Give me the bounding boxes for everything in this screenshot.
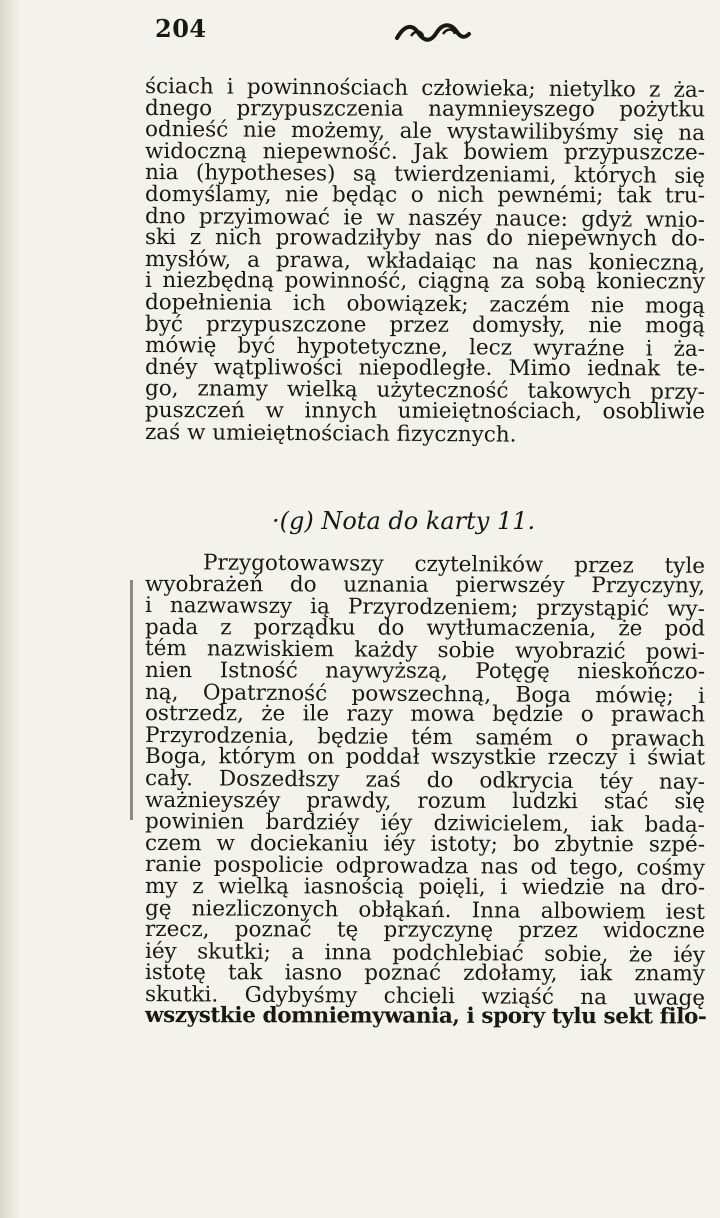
text-line: nia (hypotheses) są twierdzeniami, których się: [144, 160, 706, 190]
text-line: rzecz, poznać tę przyczynę przez widoczne: [144, 917, 706, 944]
swash-ornament-icon: [393, 20, 473, 46]
text-line: wszystkie domniemywania, i spory tylu sekt filo-: [144, 1003, 707, 1030]
text-line: domyślamy, nie będąc o nich pewnémi; tak tru-: [144, 181, 706, 209]
text-line: skutki. Gdybyśmy chcieli wziąść na uwagę: [144, 981, 706, 1011]
page-header: [155, 10, 695, 50]
text-line: tém nazwiskiem każdy sobie wyobrazić powi-: [144, 636, 706, 666]
text-line: istotę tak iasno poznać zdołamy, iak znamy: [144, 960, 706, 987]
text-line: ostrzedz, że ile razy mowa będzie o prawach: [144, 701, 706, 728]
text-line: być przypuszczone przez domysły, nie mogą: [144, 311, 706, 338]
text-line: puszczeń w innych umieiętnościach, osobliwie: [144, 397, 706, 425]
text-line: dnéy wątpliwości niepodległe. Mimo iednak te-: [144, 354, 706, 382]
text-line: mysłów, a prawa, wkładaiąc na nas konieczną,: [144, 246, 706, 276]
text-line: pada z porządku do wytłumaczenia, że pod: [144, 614, 706, 642]
text-line: go, znamy wielką użyteczność takowych przy-: [144, 376, 706, 406]
text-line: dnego przypuszczenia naymnieyszego pożytku: [144, 95, 706, 123]
note-heading: [272, 507, 535, 535]
text-line: powinien bardziéy iéy dziwicielem, iak bada-: [144, 809, 706, 839]
text-line: gę niezliczonych obłąkań. Inna albowiem iest: [144, 895, 706, 925]
note-marker: ·(g): [272, 507, 314, 535]
text-line: Boga, którym on poddał wszystkie rzeczy i świat: [144, 744, 706, 771]
paragraph-1: [144, 74, 706, 448]
text-line: my z wielką iasnością poięli, i wiedzie na dro-: [144, 873, 706, 901]
text-line: zaś w umieiętnościach fizycznych.: [144, 419, 517, 448]
text-line: iéy skutki; a inna podchlebiać sobie, że iéy: [144, 938, 706, 968]
text-line: Przyrodzenia, będzie tém samém o prawach: [144, 722, 706, 752]
text-line: Przygotowawszy czytelników przez tyle: [202, 550, 706, 579]
page-number: 204: [155, 14, 207, 43]
text-line: ski z nich prowadziłyby nas do niepewnych do-: [144, 225, 706, 252]
text-line: wyobrażeń do uznania pierwszéy Przyczyny,: [144, 571, 706, 599]
text-line: mówię być hypotetyczne, lecz wyraźne i ża-: [144, 333, 706, 363]
note-page-number: 11.: [497, 507, 536, 535]
text-line: odnieść nie możemy, ale wystawilibyśmy się na: [144, 117, 706, 147]
paragraph-2: [144, 550, 707, 1030]
margin-bracket: [130, 580, 145, 820]
text-line: nien Istność naywyższą, Potęgę nieskończo-: [144, 657, 706, 685]
text-line: ną, Opatrzność powszechną, Boga mówię; i: [144, 679, 706, 709]
text-line: cały. Doszedłszy zaś do odkrycia téy nay-: [144, 765, 706, 795]
text-line: ranie pospolicie odprowadza nas od tego, cośmy: [144, 852, 706, 882]
text-line: dopełnienia ich obowiązek; zaczém nie mogą: [144, 289, 706, 319]
text-line: ściach i powinnościach człowieka; nietylko z ża-: [144, 74, 706, 103]
text-line: i niezbędną powinność, ciągną za sobą konieczny: [144, 268, 706, 295]
text-line: dno przyimować ie w naszéy nauce: gdyż wnio-: [144, 203, 706, 233]
text-line: ważnieyszéy prawdy, rozum ludzki stać się: [144, 787, 706, 814]
page-gutter-shadow: [0, 0, 22, 1218]
text-line: i nazwawszy ią Przyrodzeniem; przystąpić wy-: [144, 593, 706, 623]
text-line: widoczną niepewność. Jak bowiem przypuszcze-: [144, 138, 706, 166]
note-title: Nota do karty: [321, 507, 490, 535]
text-line: czem w dociekaniu iéy istoty; bo zbytnie szpé-: [144, 830, 706, 858]
